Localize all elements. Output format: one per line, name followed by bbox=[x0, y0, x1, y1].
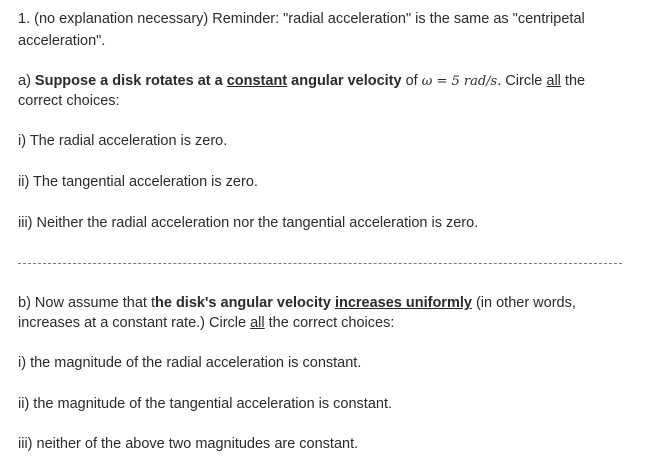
part-b-in-other-words: (in other words, bbox=[471, 295, 576, 311]
part-a-choice-i[interactable]: i) The radial acceleration is zero. bbox=[18, 133, 228, 149]
part-a-omega-value: ω = 5 rad/s bbox=[421, 74, 498, 89]
intro-line-1: 1. (no explanation necessary) Reminder: "radial acceleration" is the same as "centripetal bbox=[18, 11, 585, 27]
part-b-increases-uniformly-underlined: increases uniformly bbox=[334, 295, 472, 311]
part-b-bold-1: he disk's angular velocity bbox=[155, 295, 335, 311]
part-a-bold-1: Suppose a disk rotates at a bbox=[34, 73, 227, 89]
part-a-bold-2: angular velocity bbox=[287, 73, 402, 89]
part-a-prompt-line-2: correct choices: bbox=[18, 93, 120, 109]
part-a-label: a) bbox=[18, 73, 35, 89]
part-a-choice-iii[interactable]: iii) Neither the radial acceleration nor the tangential acceleration is zero. bbox=[18, 215, 479, 231]
part-b-prompt-line-2 bbox=[18, 314, 394, 332]
part-b-line2-text: increases at a constant rate.) Circle bbox=[18, 315, 251, 331]
part-b-line2-end: the correct choices: bbox=[264, 315, 395, 331]
part-b-prompt-line-1 bbox=[18, 294, 576, 312]
part-b-choice-i[interactable]: i) the magnitude of the radial acceleration is constant. bbox=[18, 355, 362, 371]
section-divider bbox=[18, 263, 622, 264]
part-a-prompt-line-1 bbox=[18, 72, 585, 91]
intro-line-2: acceleration". bbox=[18, 33, 106, 49]
part-b-label: b) Now assume that t bbox=[18, 295, 155, 311]
part-a-circle-text: . Circle bbox=[497, 73, 547, 89]
part-b-choice-ii[interactable]: ii) the magnitude of the tangential acceleration is constant. bbox=[18, 396, 393, 412]
part-b-choice-iii[interactable]: iii) neither of the above two magnitudes are constant. bbox=[18, 436, 359, 452]
part-a-all-underlined: all bbox=[546, 73, 561, 89]
part-b-all-underlined: all bbox=[250, 315, 265, 331]
part-a-constant-underlined: constant bbox=[226, 73, 288, 89]
part-a-bold-text bbox=[35, 73, 402, 89]
part-a-of: of bbox=[401, 73, 422, 89]
part-a-choice-ii[interactable]: ii) The tangential acceleration is zero. bbox=[18, 174, 258, 190]
part-a-the: the bbox=[560, 73, 586, 89]
part-b-bold-text bbox=[155, 295, 472, 311]
